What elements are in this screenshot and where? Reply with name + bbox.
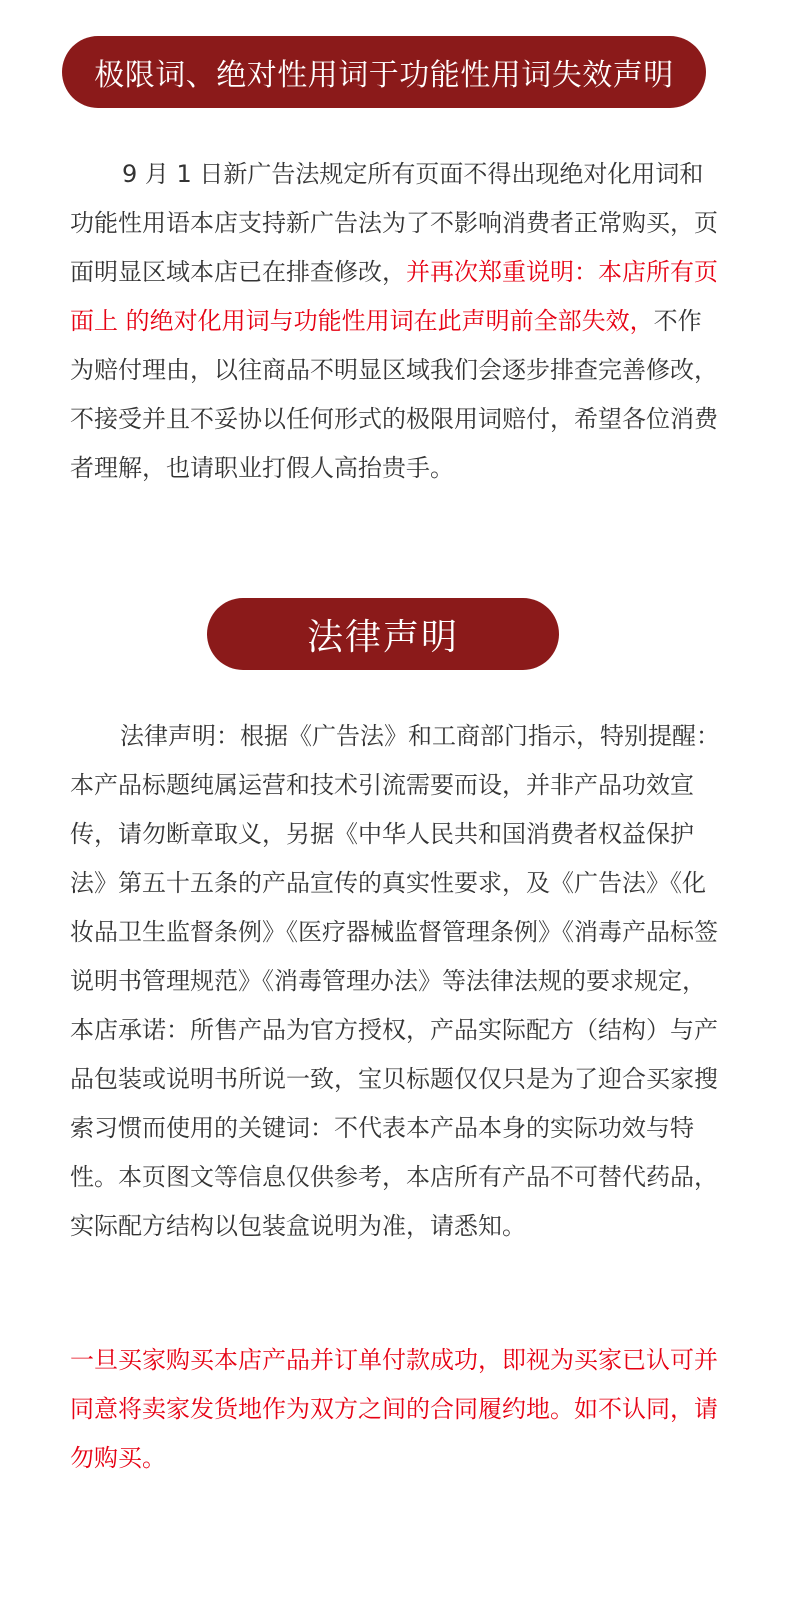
disclaimer-text-outro: 不作为赔付理由，以往商品不明显区域我们会逐步排查完善修改，不接受并且不妥协以任何形式的极限用词赔付，希望各位消费者理解，也请职业打假人高抬贵手。: [70, 307, 718, 482]
disclaimer-text-intro: 9 月 1 日新广告法规定所有页面不得出现绝对化用词和功能性用语本店支持新广告法为了不影响消费者正常购买，页面明显区域本店已在排查修改，: [70, 160, 718, 286]
disclaimer-title-banner: [62, 36, 706, 108]
disclaimer-paragraph: [70, 150, 720, 493]
disclaimer-text-highlight: 并再次郑重说明：本店所有页面上 的绝对化用词与功能性用词在此声明前全部失效，: [70, 258, 718, 335]
legal-title-banner: [207, 598, 559, 670]
disclaimer-title: 极限词、绝对性用词于功能性用词失效声明: [94, 58, 674, 93]
legal-title: 法律声明: [306, 616, 459, 658]
legal-statement-paragraph: 法律声明：根据《广告法》和工商部门指示，特别提醒：本产品标题纯属运营和技术引流需要而设，并非产品功效宣传，请勿断章取义，另据《中华人民共和国消费者权益保护法》第五十五条的产品宣传的真实性要求，及《广告法》《化妆品卫生监督条例》《医疗器械监督管理条例》《消毒产品标签说明书管理规范》《消毒管理办法》等法律法规的要求规定，本店承诺：所售产品为官方授权，产品实际配方（结构）与产品包装或说明书所说一致，宝贝标题仅仅只是为了迎合买家搜索习惯而使用的关键词：不代表本产品本身的实际功效与特性。本页图文等信息仅供参考，本店所有产品不可替代药品，实际配方结构以包装盒说明为准，请悉知。: [70, 722, 720, 1240]
purchase-notice-paragraph: 一旦买家购买本店产品并订单付款成功，即视为买家已认可并同意将卖家发货地作为双方之间的合同履约地。如不认同，请勿购买。: [70, 1346, 718, 1472]
